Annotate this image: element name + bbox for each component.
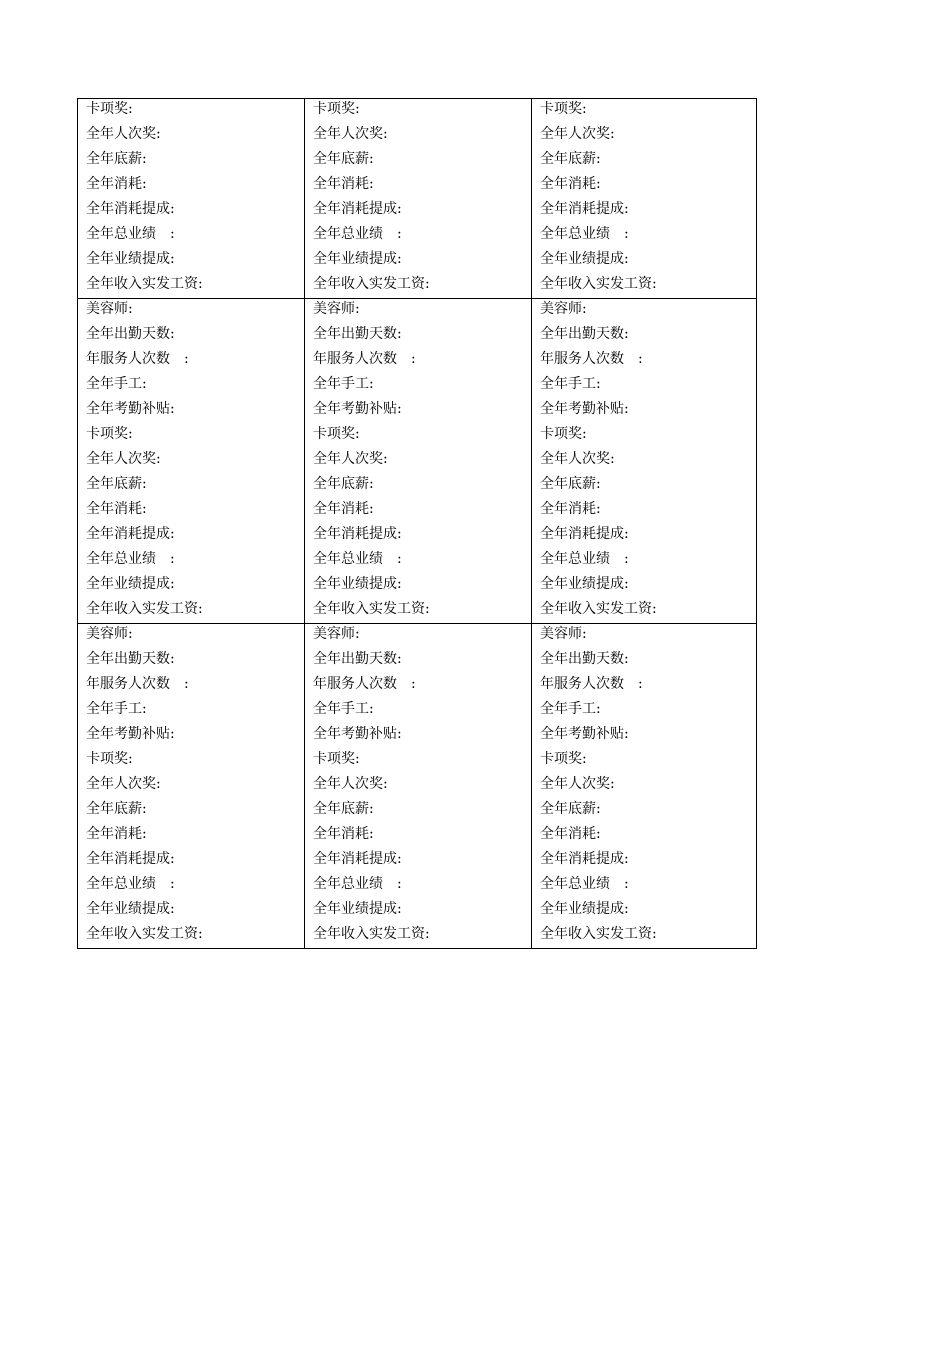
field-label: 全年消耗:: [86, 826, 147, 842]
field-label: 全年业绩提成:: [86, 251, 175, 267]
salary-card: [305, 99, 532, 299]
field-label: 年服务人次数 :: [313, 351, 416, 367]
field-label: 全年人次奖:: [86, 776, 161, 792]
field-label: 美容师:: [540, 626, 587, 642]
field-label: 卡项奖:: [313, 426, 360, 442]
field-label: 全年收入实发工资:: [313, 601, 430, 617]
field-label: 全年总业绩 :: [540, 226, 629, 242]
field-label: 年服务人次数 :: [540, 676, 643, 692]
field-label: 全年业绩提成:: [313, 576, 402, 592]
field-label: 全年消耗提成:: [540, 526, 629, 542]
field-label: 全年出勤天数:: [313, 651, 402, 667]
field-label: 卡项奖:: [86, 426, 133, 442]
field-label: 全年底薪:: [540, 151, 601, 167]
card-row: [78, 624, 757, 949]
field-label: 全年底薪:: [540, 801, 601, 817]
field-label: 年服务人次数 :: [86, 351, 189, 367]
field-label: 全年收入实发工资:: [313, 276, 430, 292]
field-label: 全年人次奖:: [540, 451, 615, 467]
field-label: 全年业绩提成:: [540, 251, 629, 267]
field-label: 全年总业绩 :: [86, 876, 175, 892]
field-label: 全年消耗提成:: [313, 201, 402, 217]
field-label: 全年考勤补贴:: [313, 401, 402, 417]
field-label: 全年业绩提成:: [540, 901, 629, 917]
field-label: 全年消耗:: [540, 501, 601, 517]
field-label: 美容师:: [313, 301, 360, 317]
card-row: [78, 99, 757, 299]
field-label: 全年手工:: [86, 701, 147, 717]
field-label: 全年消耗提成:: [540, 201, 629, 217]
field-label: 全年业绩提成:: [540, 576, 629, 592]
field-label: 全年收入实发工资:: [86, 276, 203, 292]
salary-card: [305, 299, 532, 624]
field-label: 卡项奖:: [313, 101, 360, 117]
field-label: 卡项奖:: [86, 101, 133, 117]
field-label: 美容师:: [313, 626, 360, 642]
field-label: 全年总业绩 :: [313, 226, 402, 242]
field-label: 全年底薪:: [540, 476, 601, 492]
field-label: 全年消耗提成:: [313, 526, 402, 542]
field-label: 全年出勤天数:: [540, 326, 629, 342]
field-label: 全年底薪:: [86, 801, 147, 817]
salary-card: [78, 624, 305, 949]
field-label: 全年总业绩 :: [540, 551, 629, 567]
field-label: 卡项奖:: [86, 751, 133, 767]
field-label: 全年消耗:: [86, 176, 147, 192]
field-label: 全年收入实发工资:: [86, 926, 203, 942]
field-label: 全年消耗提成:: [86, 851, 175, 867]
field-label: 年服务人次数 :: [313, 676, 416, 692]
field-label: 全年总业绩 :: [540, 876, 629, 892]
field-label: 全年消耗:: [313, 176, 374, 192]
field-label: 全年消耗:: [86, 501, 147, 517]
field-label: 全年业绩提成:: [86, 576, 175, 592]
field-label: 全年人次奖:: [313, 451, 388, 467]
field-label: 全年手工:: [313, 376, 374, 392]
salary-card: [532, 624, 757, 949]
field-label: 全年消耗:: [540, 176, 601, 192]
field-label: 年服务人次数 :: [86, 676, 189, 692]
field-label: 全年消耗:: [313, 826, 374, 842]
salary-card: [78, 99, 305, 299]
field-label: 全年考勤补贴:: [86, 726, 175, 742]
salary-card: [78, 299, 305, 624]
field-label: 全年底薪:: [313, 151, 374, 167]
field-label: 全年业绩提成:: [313, 901, 402, 917]
field-label: 全年人次奖:: [313, 126, 388, 142]
field-label: 卡项奖:: [313, 751, 360, 767]
field-label: 全年消耗提成:: [86, 201, 175, 217]
field-label: 全年收入实发工资:: [86, 601, 203, 617]
field-label: 全年手工:: [540, 701, 601, 717]
salary-card: [532, 299, 757, 624]
field-label: 全年底薪:: [313, 801, 374, 817]
field-label: 全年考勤补贴:: [313, 726, 402, 742]
field-label: 全年底薪:: [86, 476, 147, 492]
field-label: 卡项奖:: [540, 426, 587, 442]
field-label: 全年消耗提成:: [540, 851, 629, 867]
field-label: 全年总业绩 :: [313, 551, 402, 567]
card-row: [78, 299, 757, 624]
field-label: 全年底薪:: [86, 151, 147, 167]
field-label: 卡项奖:: [540, 751, 587, 767]
field-label: 全年手工:: [540, 376, 601, 392]
field-label: 全年消耗:: [540, 826, 601, 842]
field-label: 全年手工:: [313, 701, 374, 717]
field-label: 全年业绩提成:: [313, 251, 402, 267]
field-label: 全年人次奖:: [86, 126, 161, 142]
field-label: 全年消耗提成:: [86, 526, 175, 542]
field-label: 全年底薪:: [313, 476, 374, 492]
field-label: 全年出勤天数:: [86, 326, 175, 342]
field-label: 全年考勤补贴:: [86, 401, 175, 417]
field-label: 全年考勤补贴:: [540, 726, 629, 742]
field-label: 全年收入实发工资:: [540, 926, 657, 942]
field-label: 全年消耗提成:: [313, 851, 402, 867]
salary-card: [305, 624, 532, 949]
field-label: 全年总业绩 :: [86, 551, 175, 567]
field-label: 卡项奖:: [540, 101, 587, 117]
salary-card-table-body: [78, 99, 757, 949]
field-label: 全年人次奖:: [86, 451, 161, 467]
field-label: 全年出勤天数:: [313, 326, 402, 342]
field-label: 全年出勤天数:: [86, 651, 175, 667]
field-label: 全年收入实发工资:: [313, 926, 430, 942]
field-label: 全年消耗:: [313, 501, 374, 517]
field-label: 全年考勤补贴:: [540, 401, 629, 417]
field-label: 美容师:: [540, 301, 587, 317]
salary-card: [532, 99, 757, 299]
field-label: 美容师:: [86, 626, 133, 642]
field-label: 年服务人次数 :: [540, 351, 643, 367]
field-label: 全年人次奖:: [540, 776, 615, 792]
field-label: 全年人次奖:: [313, 776, 388, 792]
field-label: 全年手工:: [86, 376, 147, 392]
salary-card-table: [77, 98, 757, 949]
field-label: 全年收入实发工资:: [540, 601, 657, 617]
field-label: 全年人次奖:: [540, 126, 615, 142]
field-label: 美容师:: [86, 301, 133, 317]
field-label: 全年总业绩 :: [86, 226, 175, 242]
field-label: 全年收入实发工资:: [540, 276, 657, 292]
field-label: 全年总业绩 :: [313, 876, 402, 892]
field-label: 全年出勤天数:: [540, 651, 629, 667]
field-label: 全年业绩提成:: [86, 901, 175, 917]
